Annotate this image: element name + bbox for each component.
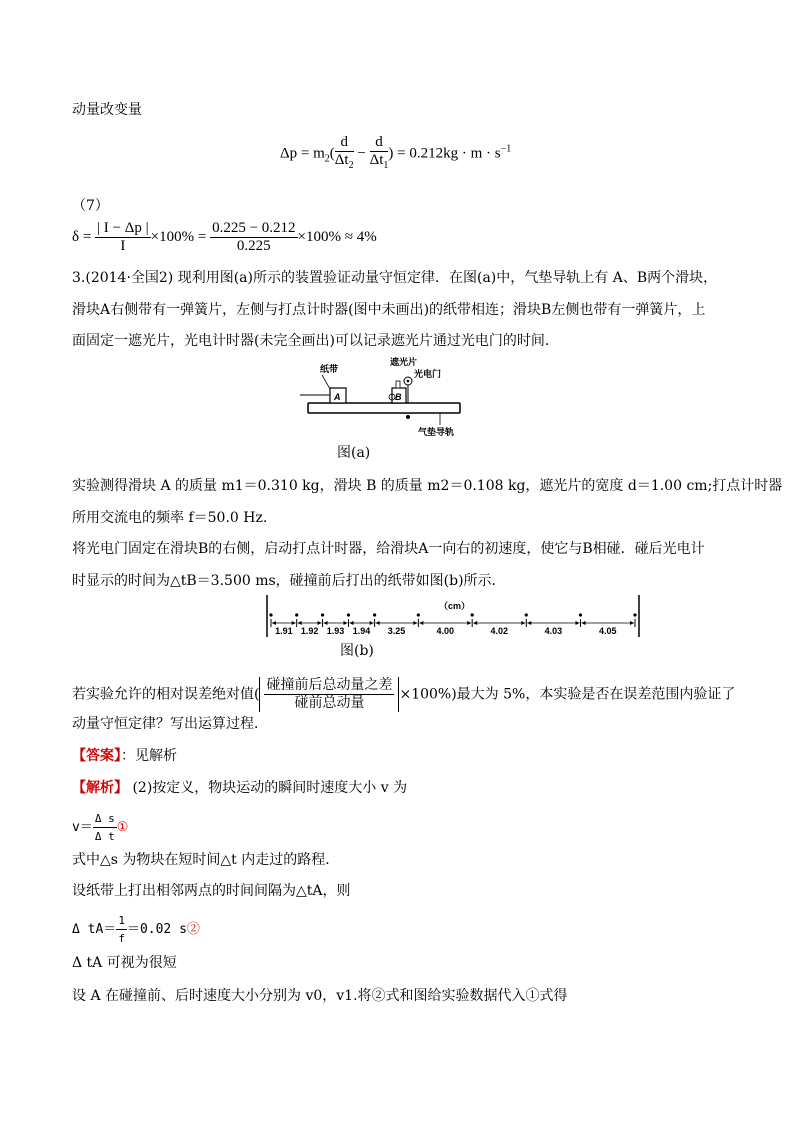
analysis-last-line: 设 A 在碰撞前、后时速度大小分别为 v0，v1.将②式和图给实验数据代入①式得 bbox=[72, 988, 568, 1004]
frac-den: f bbox=[118, 932, 125, 945]
step-7-label: （7） bbox=[72, 198, 109, 214]
problem-line-1: 3.(2014·全国2) 现利用图(a)所示的装置验证动量守恒定律．在图(a)中，气垫导轨上有 A、B两个滑块， bbox=[72, 270, 718, 286]
tape-marks bbox=[269, 613, 636, 636]
tape-segment-label: 1.92 bbox=[300, 626, 319, 636]
v-lhs: v＝ bbox=[72, 820, 93, 835]
tape-arrowhead bbox=[413, 621, 417, 625]
frac-den-text: Δt bbox=[369, 152, 384, 168]
tape-leader bbox=[322, 375, 330, 389]
tape-arrowhead bbox=[582, 621, 586, 625]
fraction-i-dp bbox=[95, 220, 151, 255]
analysis-interval-line: 设纸带上打出相邻两点的时间间隔为△tA，则 bbox=[72, 883, 351, 899]
figure-b-caption: 图(b) bbox=[340, 643, 374, 659]
frac-den-text: Δt bbox=[334, 152, 349, 168]
tape-segment-label: 4.00 bbox=[436, 626, 455, 636]
label-tape: 纸带 bbox=[320, 364, 339, 374]
formula-dp-sub2: 2 bbox=[324, 153, 330, 165]
frac-num: Δ s bbox=[93, 810, 117, 828]
frac-num: 1 bbox=[116, 912, 127, 930]
tape-dot bbox=[269, 613, 272, 616]
frac-num: | I − Δp | bbox=[97, 220, 149, 236]
tape-arrowhead bbox=[298, 621, 302, 625]
fraction-d-dt2 bbox=[335, 134, 354, 174]
fraction-values bbox=[210, 220, 297, 255]
tape-segment-label: 1.93 bbox=[326, 626, 345, 636]
tape-arrowhead bbox=[272, 621, 276, 625]
frac-den: 0.225 bbox=[236, 238, 271, 254]
problem-line-3: 面固定一遮光片，光电计时器(未完全画出)可以记录遮光片通过光电门的时间． bbox=[72, 333, 559, 349]
tape-arrowhead bbox=[370, 621, 374, 625]
frac-num: d bbox=[335, 134, 354, 152]
tape-segment-label: 4.03 bbox=[544, 626, 563, 636]
frac-den: Δ t bbox=[94, 830, 115, 843]
measure-line-1: 实验测得滑块 A 的质量 m1＝0.310 kg，滑块 B 的质量 m2＝0.108 kg，遮光片的宽度 d＝1.00 cm;打点计时器 bbox=[72, 478, 783, 494]
tape-arrowhead bbox=[344, 621, 348, 625]
shading-sheet bbox=[396, 381, 400, 388]
photogate-base bbox=[406, 415, 410, 419]
label-b: B bbox=[395, 392, 402, 402]
label-track: 气垫导轨 bbox=[418, 427, 455, 437]
delta-lhs: δ = bbox=[72, 228, 92, 245]
frac-num: d bbox=[370, 134, 389, 152]
circled-2: ② bbox=[186, 922, 200, 937]
tape-dot bbox=[525, 613, 528, 616]
answer-text: ：见解析 bbox=[121, 748, 177, 764]
frac-den: I bbox=[120, 238, 126, 254]
frac-den-sub: 1 bbox=[383, 160, 389, 171]
abs-value-bars bbox=[259, 677, 399, 712]
circled-1: ① bbox=[116, 820, 129, 835]
tape-arrowhead bbox=[467, 621, 471, 625]
tape-dot bbox=[295, 613, 298, 616]
analysis-tag: 【解析】 bbox=[72, 780, 128, 796]
tape-arrowhead bbox=[521, 621, 525, 625]
analysis-short-line: Δ tA 可视为很短 bbox=[72, 955, 177, 971]
label-a: A bbox=[334, 392, 341, 402]
tape-arrowhead bbox=[419, 621, 423, 625]
tape-dot bbox=[373, 613, 376, 616]
tape-arrowhead bbox=[576, 621, 580, 625]
minus-sign: − bbox=[357, 145, 366, 162]
frac-den bbox=[335, 152, 354, 174]
figure-a-apparatus bbox=[300, 355, 480, 445]
tape-arrowhead bbox=[630, 621, 634, 625]
heading-momentum-change: 动量改变量 bbox=[72, 102, 142, 118]
tape-arrowhead bbox=[527, 621, 531, 625]
frac-num: 0.225 − 0.212 bbox=[212, 220, 296, 236]
measure-line-2: 所用交流电的频率 f＝50.0 Hz. bbox=[72, 510, 268, 526]
tape-segment-label: 4.02 bbox=[490, 626, 508, 636]
formula-dp-exp: −1 bbox=[500, 143, 512, 155]
tape-dot bbox=[633, 613, 636, 616]
figure-b-tape bbox=[264, 593, 644, 639]
frac-den: 碰前总动量 bbox=[294, 695, 365, 711]
formula-dp-lhs: Δp = m bbox=[280, 145, 325, 162]
label-gate: 光电门 bbox=[414, 369, 442, 379]
fraction-d-dt1 bbox=[370, 134, 389, 174]
measure-line-3: 将光电门固定在滑块B的右侧，启动打点计时器，给滑块A一向右的初速度，使它与B相碰．碰后光电计 bbox=[72, 541, 705, 557]
analysis-text: (2)按定义，物块运动的瞬间时速度大小 v 为 bbox=[128, 780, 408, 796]
answer-tag: 【答案】 bbox=[72, 748, 121, 764]
formula-velocity bbox=[72, 810, 128, 845]
pct-text-1: ×100% = bbox=[150, 228, 207, 245]
frac-den-sub: 2 bbox=[348, 160, 354, 171]
tape-arrowhead bbox=[350, 621, 354, 625]
formula-interval bbox=[72, 912, 200, 947]
formula-dp-rhs: ) = 0.212kg · m · s bbox=[388, 145, 501, 162]
question-line-1 bbox=[72, 677, 735, 712]
question-line-2: 动量守恒定律？写出运算过程． bbox=[72, 716, 268, 732]
tape-dot bbox=[347, 613, 350, 616]
analysis-line bbox=[72, 778, 407, 798]
formula-momentum-change: $\Delta p = m_2$( $\frac{d}{\Delta t_2}$ − $\frac{d}{\Delta t_1}$ ) = $0.212kg \cdot m \cdot s^{-1}$ bbox=[280, 134, 511, 174]
question-pre: 若实验允许的相对误差绝对值( bbox=[72, 686, 260, 703]
tape-segment-label: 1.91 bbox=[275, 626, 293, 636]
tape-dot bbox=[417, 613, 420, 616]
figure-a-caption: 图(a) bbox=[337, 445, 371, 461]
tape-dot bbox=[471, 613, 474, 616]
analysis-ds-line: 式中△s 为物块在短时间△t 内走过的路程． bbox=[72, 852, 340, 868]
tape-arrowhead bbox=[473, 621, 477, 625]
tape-arrowhead bbox=[324, 621, 328, 625]
tape-unit: （cm） bbox=[439, 601, 471, 611]
photogate-dot bbox=[407, 380, 410, 383]
v-fraction bbox=[93, 810, 117, 845]
question-fraction bbox=[264, 677, 394, 712]
t-lhs: Δ tA＝ bbox=[72, 922, 117, 937]
tape-segment-label: 1.94 bbox=[352, 626, 371, 636]
frac-num: 碰撞前后总动量之差 bbox=[266, 677, 393, 693]
measure-line-4: 时显示的时间为△tB＝3.500 ms，碰撞前后打出的纸带如图(b)所示． bbox=[72, 573, 506, 589]
frac-den bbox=[370, 152, 389, 174]
tape-arrowhead bbox=[318, 621, 322, 625]
t-fraction bbox=[116, 912, 127, 947]
answer-line bbox=[72, 746, 177, 766]
tape-arrowhead bbox=[292, 621, 296, 625]
pct-text-2: ×100% ≈ 4% bbox=[297, 228, 377, 245]
formula-relative-error bbox=[72, 220, 377, 255]
t-rhs: ＝0.02 s bbox=[126, 922, 187, 937]
tape-dot bbox=[321, 613, 324, 616]
tape-dot bbox=[579, 613, 582, 616]
question-post: ×100%)最大为 5%，本实验是否在误差范围内验证了 bbox=[399, 686, 736, 703]
tape-segment-label: 3.25 bbox=[387, 626, 406, 636]
tape-segment-label: 4.05 bbox=[598, 626, 617, 636]
tape-arrowhead bbox=[376, 621, 380, 625]
problem-line-2: 滑块A右侧带有一弹簧片，左侧与打点计时器(图中未画出)的纸带相连；滑块B左侧也带有一弹簧片，上 bbox=[72, 302, 706, 318]
label-shade: 遮光片 bbox=[390, 357, 418, 367]
